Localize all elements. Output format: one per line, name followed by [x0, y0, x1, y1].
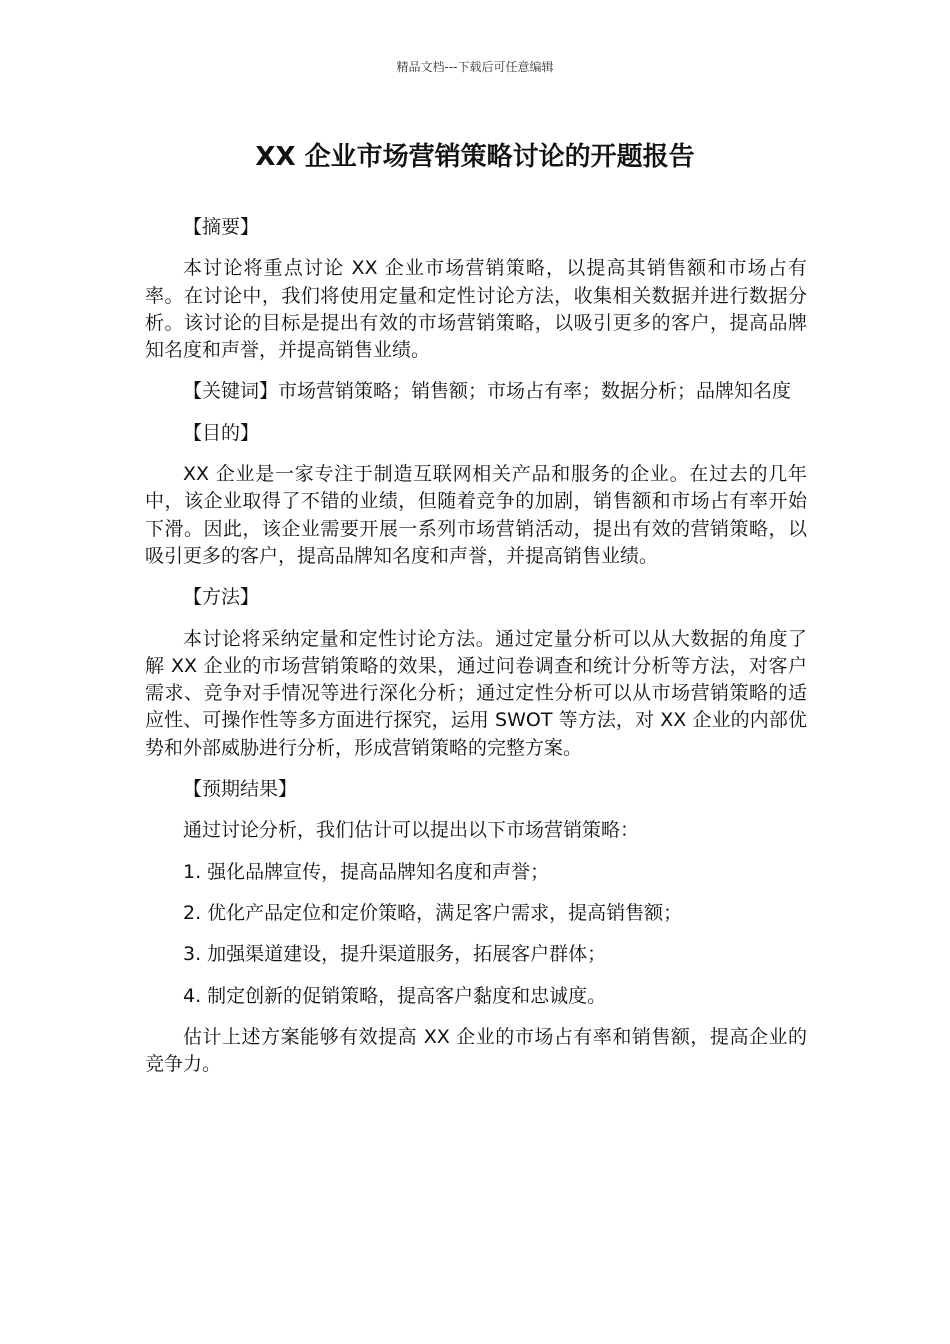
- purpose-heading: 【目的】: [183, 421, 260, 444]
- method-paragraph: 本讨论将采纳定量和定性讨论方法。通过定量分析可以从大数据的角度了解 XX 企业的市场营销策略的效果，通过问卷调查和统计分析等方法，对客户需求、竞争对手情况等进行深化分析；通过定性分析可以从市场营销策略的适应性、可操作性等多方面进行探究，运用 SWOT 等方法，对 XX 企业的内部优势和外部威胁进行分析，形成营销策略的完整方案。: [145, 627, 807, 759]
- conclusion-paragraph: 估计上述方案能够有效提高 XX 企业的市场占有率和销售额，提高企业的竞争力。: [145, 1025, 807, 1076]
- results-item-4: 4. 制定创新的促销策略，提高客户黏度和忠诚度。: [183, 984, 607, 1007]
- results-intro: 通过讨论分析，我们估计可以提出以下市场营销策略：: [183, 819, 640, 842]
- keywords-paragraph: 【关键词】市场营销策略；销售额；市场占有率；数据分析；品牌知名度: [183, 380, 792, 403]
- abstract-paragraph: 本讨论将重点讨论 XX 企业市场营销策略，以提高其销售额和市场占有率。在讨论中，我们将使用定量和定性讨论方法，收集相关数据并进行数据分析。该讨论的目标是提出有效的市场营销策略，以吸引更多的客户，提高品牌知名度和声誉，并提高销售业绩。: [145, 257, 807, 362]
- abstract-heading: 【摘要】: [183, 216, 260, 238]
- results-item-3: 3. 加强渠道建设，提升渠道服务，拓展客户群体；: [183, 943, 607, 966]
- method-heading: 【方法】: [183, 586, 260, 609]
- results-heading: 【预期结果】: [183, 778, 298, 801]
- page-header-note: 精品文档---下载后可任意编辑: [396, 60, 554, 74]
- document-title: XX 企业市场营销策略讨论的开题报告: [255, 142, 695, 172]
- purpose-paragraph: XX 企业是一家专注于制造互联网相关产品和服务的企业。在过去的几年中，该企业取得了不错的业绩，但随着竞争的加剧，销售额和市场占有率开始下滑。因此，该企业需要开展一系列市场营销活动，提出有效的营销策略，以吸引更多的客户，提高品牌知名度和声誉，并提高销售业绩。: [145, 463, 807, 567]
- document-body: [145, 214, 807, 1092]
- results-item-2: 2. 优化产品定位和定价策略，满足客户需求，提高销售额；: [183, 901, 683, 924]
- results-item-1: 1. 强化品牌宣传，提高品牌知名度和声誉；: [183, 860, 550, 883]
